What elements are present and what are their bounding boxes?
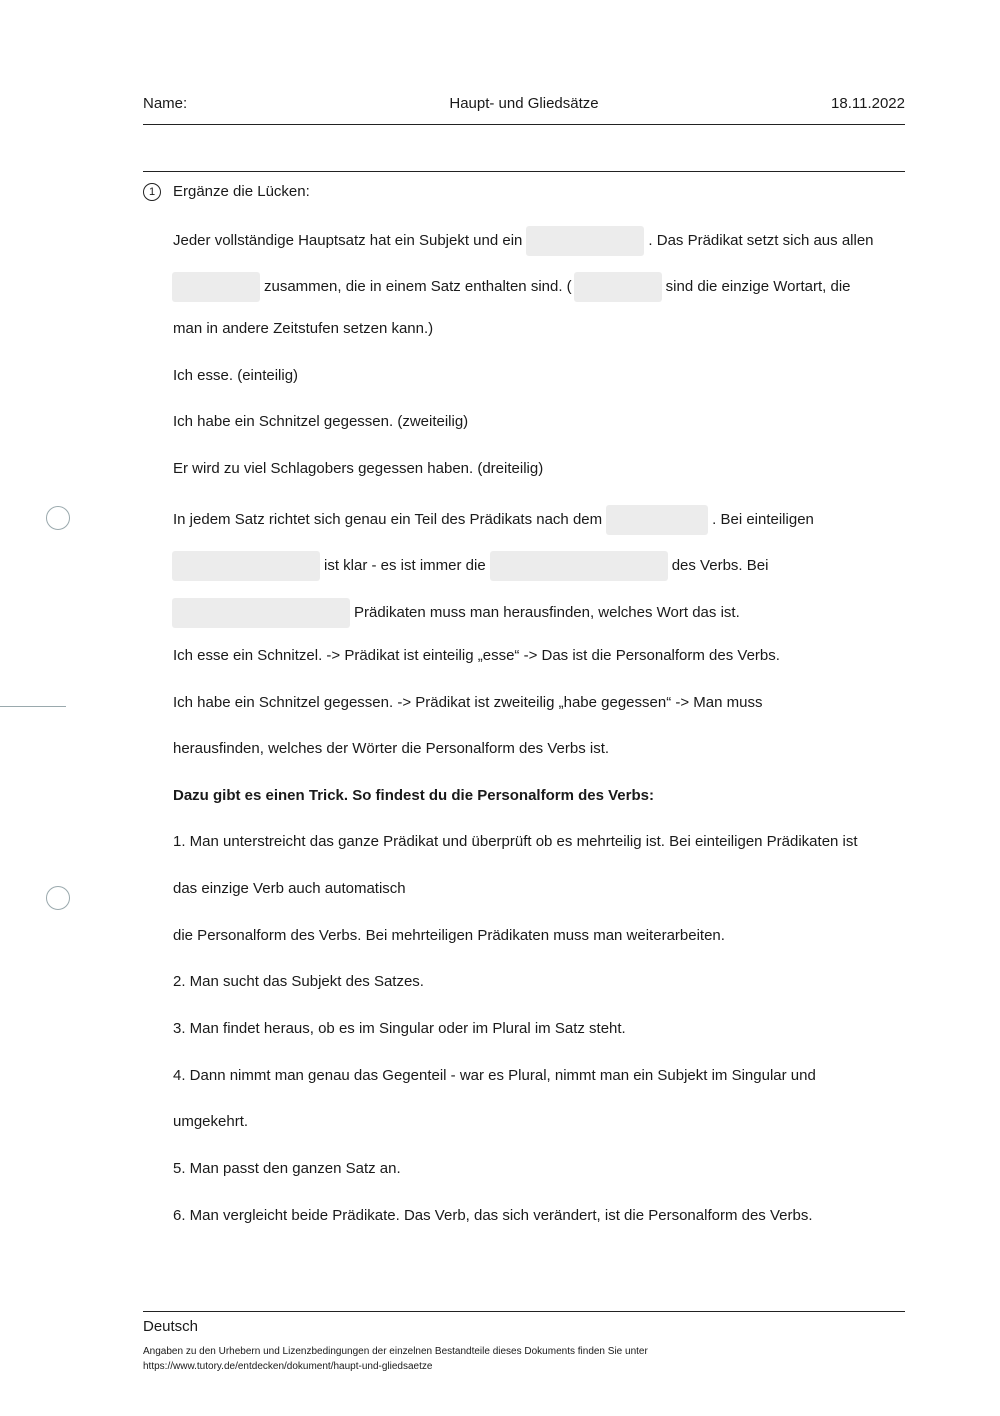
page-header xyxy=(143,95,905,115)
blank-gap[interactable] xyxy=(490,551,668,581)
footer-subject: Deutsch xyxy=(143,1318,199,1335)
fold-marker xyxy=(0,706,66,707)
blank-gap[interactable] xyxy=(172,272,260,302)
line-text: zusammen, die in einem Satz enthalten sind. ( xyxy=(264,277,572,295)
text-line: Ich esse. (einteilig) xyxy=(173,367,299,384)
step-line: 3. Man findet heraus, ob es im Singular oder im Plural im Satz steht. xyxy=(173,1020,626,1037)
section-divider xyxy=(143,171,905,172)
task-instruction: Ergänze die Lücken: xyxy=(173,183,310,200)
text-line: herausfinden, welches der Wörter die Personalform des Verbs ist. xyxy=(173,740,610,757)
name-label: Name: xyxy=(143,95,188,112)
step-line: 4. Dann nimmt man genau das Gegenteil - war es Plural, nimmt man ein Subjekt im Singular und xyxy=(173,1067,816,1084)
punch-hole-marker xyxy=(46,506,70,530)
text-line: man in andere Zeitstufen setzen kann.) xyxy=(173,320,434,337)
license-text: Angaben zu den Urhebern und Lizenzbedingungen der einzelnen Bestandteile dieses Dokuments finden Sie unter xyxy=(143,1346,648,1357)
step-line: 5. Man passt den ganzen Satz an. xyxy=(173,1160,401,1177)
step-line: 2. Man sucht das Subjekt des Satzes. xyxy=(173,973,424,990)
line-text: Jeder vollständige Hauptsatz hat ein Subjekt und ein xyxy=(173,231,523,249)
blank-gap[interactable] xyxy=(526,226,644,256)
text-line: Er wird zu viel Schlagobers gegessen haben. (dreiteilig) xyxy=(173,460,544,477)
punch-hole-marker xyxy=(46,886,70,910)
blank-gap[interactable] xyxy=(172,551,320,581)
line-text: In jedem Satz richtet sich genau ein Teil des Prädikats nach dem xyxy=(173,510,603,528)
line-text: sind die einzige Wortart, die xyxy=(665,277,851,295)
text-line: Ich habe ein Schnitzel gegessen. (zweiteilig) xyxy=(173,413,469,430)
text-line: Ich habe ein Schnitzel gegessen. -> Prädikat ist zweiteilig „habe gegessen“ -> Man muss xyxy=(173,694,763,711)
step-line: das einzige Verb auch automatisch xyxy=(173,880,406,897)
footer-divider xyxy=(143,1311,905,1312)
line-text: . Das Prädikat setzt sich aus allen xyxy=(648,231,874,249)
line-text: des Verbs. Bei xyxy=(671,556,769,574)
header-divider xyxy=(143,124,905,125)
footer-license-note xyxy=(143,1344,648,1374)
text-line xyxy=(172,551,768,573)
license-link[interactable]: https://www.tutory.de/entdecken/dokument/haupt-und-gliedsaetze xyxy=(143,1361,433,1372)
step-line: umgekehrt. xyxy=(173,1113,249,1130)
line-text: . Bei einteiligen xyxy=(712,510,814,528)
step-line: 1. Man unterstreicht das ganze Prädikat und überprüft ob es mehrteilig ist. Bei einteiligen Prädikaten ist xyxy=(173,833,858,850)
blank-gap[interactable] xyxy=(574,272,662,302)
blank-gap[interactable] xyxy=(606,505,708,535)
text-line xyxy=(172,598,740,620)
worksheet-date: 18.11.2022 xyxy=(831,95,905,112)
text-line: Ich esse ein Schnitzel. -> Prädikat ist einteilig „esse“ -> Das ist die Personalform des Verbs. xyxy=(173,647,780,664)
line-text: ist klar - es ist immer die xyxy=(324,556,486,574)
text-line xyxy=(172,272,851,294)
task-number-badge: 1 xyxy=(143,183,161,201)
text-line xyxy=(173,505,814,527)
trick-heading: Dazu gibt es einen Trick. So findest du die Personalform des Verbs: xyxy=(173,787,654,804)
blank-gap[interactable] xyxy=(172,598,350,628)
step-line: 6. Man vergleicht beide Prädikate. Das Verb, das sich verändert, ist die Personalform des Verbs. xyxy=(173,1207,813,1224)
step-line: die Personalform des Verbs. Bei mehrteiligen Prädikaten muss man weiterarbeiten. xyxy=(173,927,725,944)
line-text: Prädikaten muss man herausfinden, welches Wort das ist. xyxy=(354,603,740,621)
text-line xyxy=(173,226,874,248)
worksheet-title: Haupt- und Gliedsätze xyxy=(449,95,599,112)
